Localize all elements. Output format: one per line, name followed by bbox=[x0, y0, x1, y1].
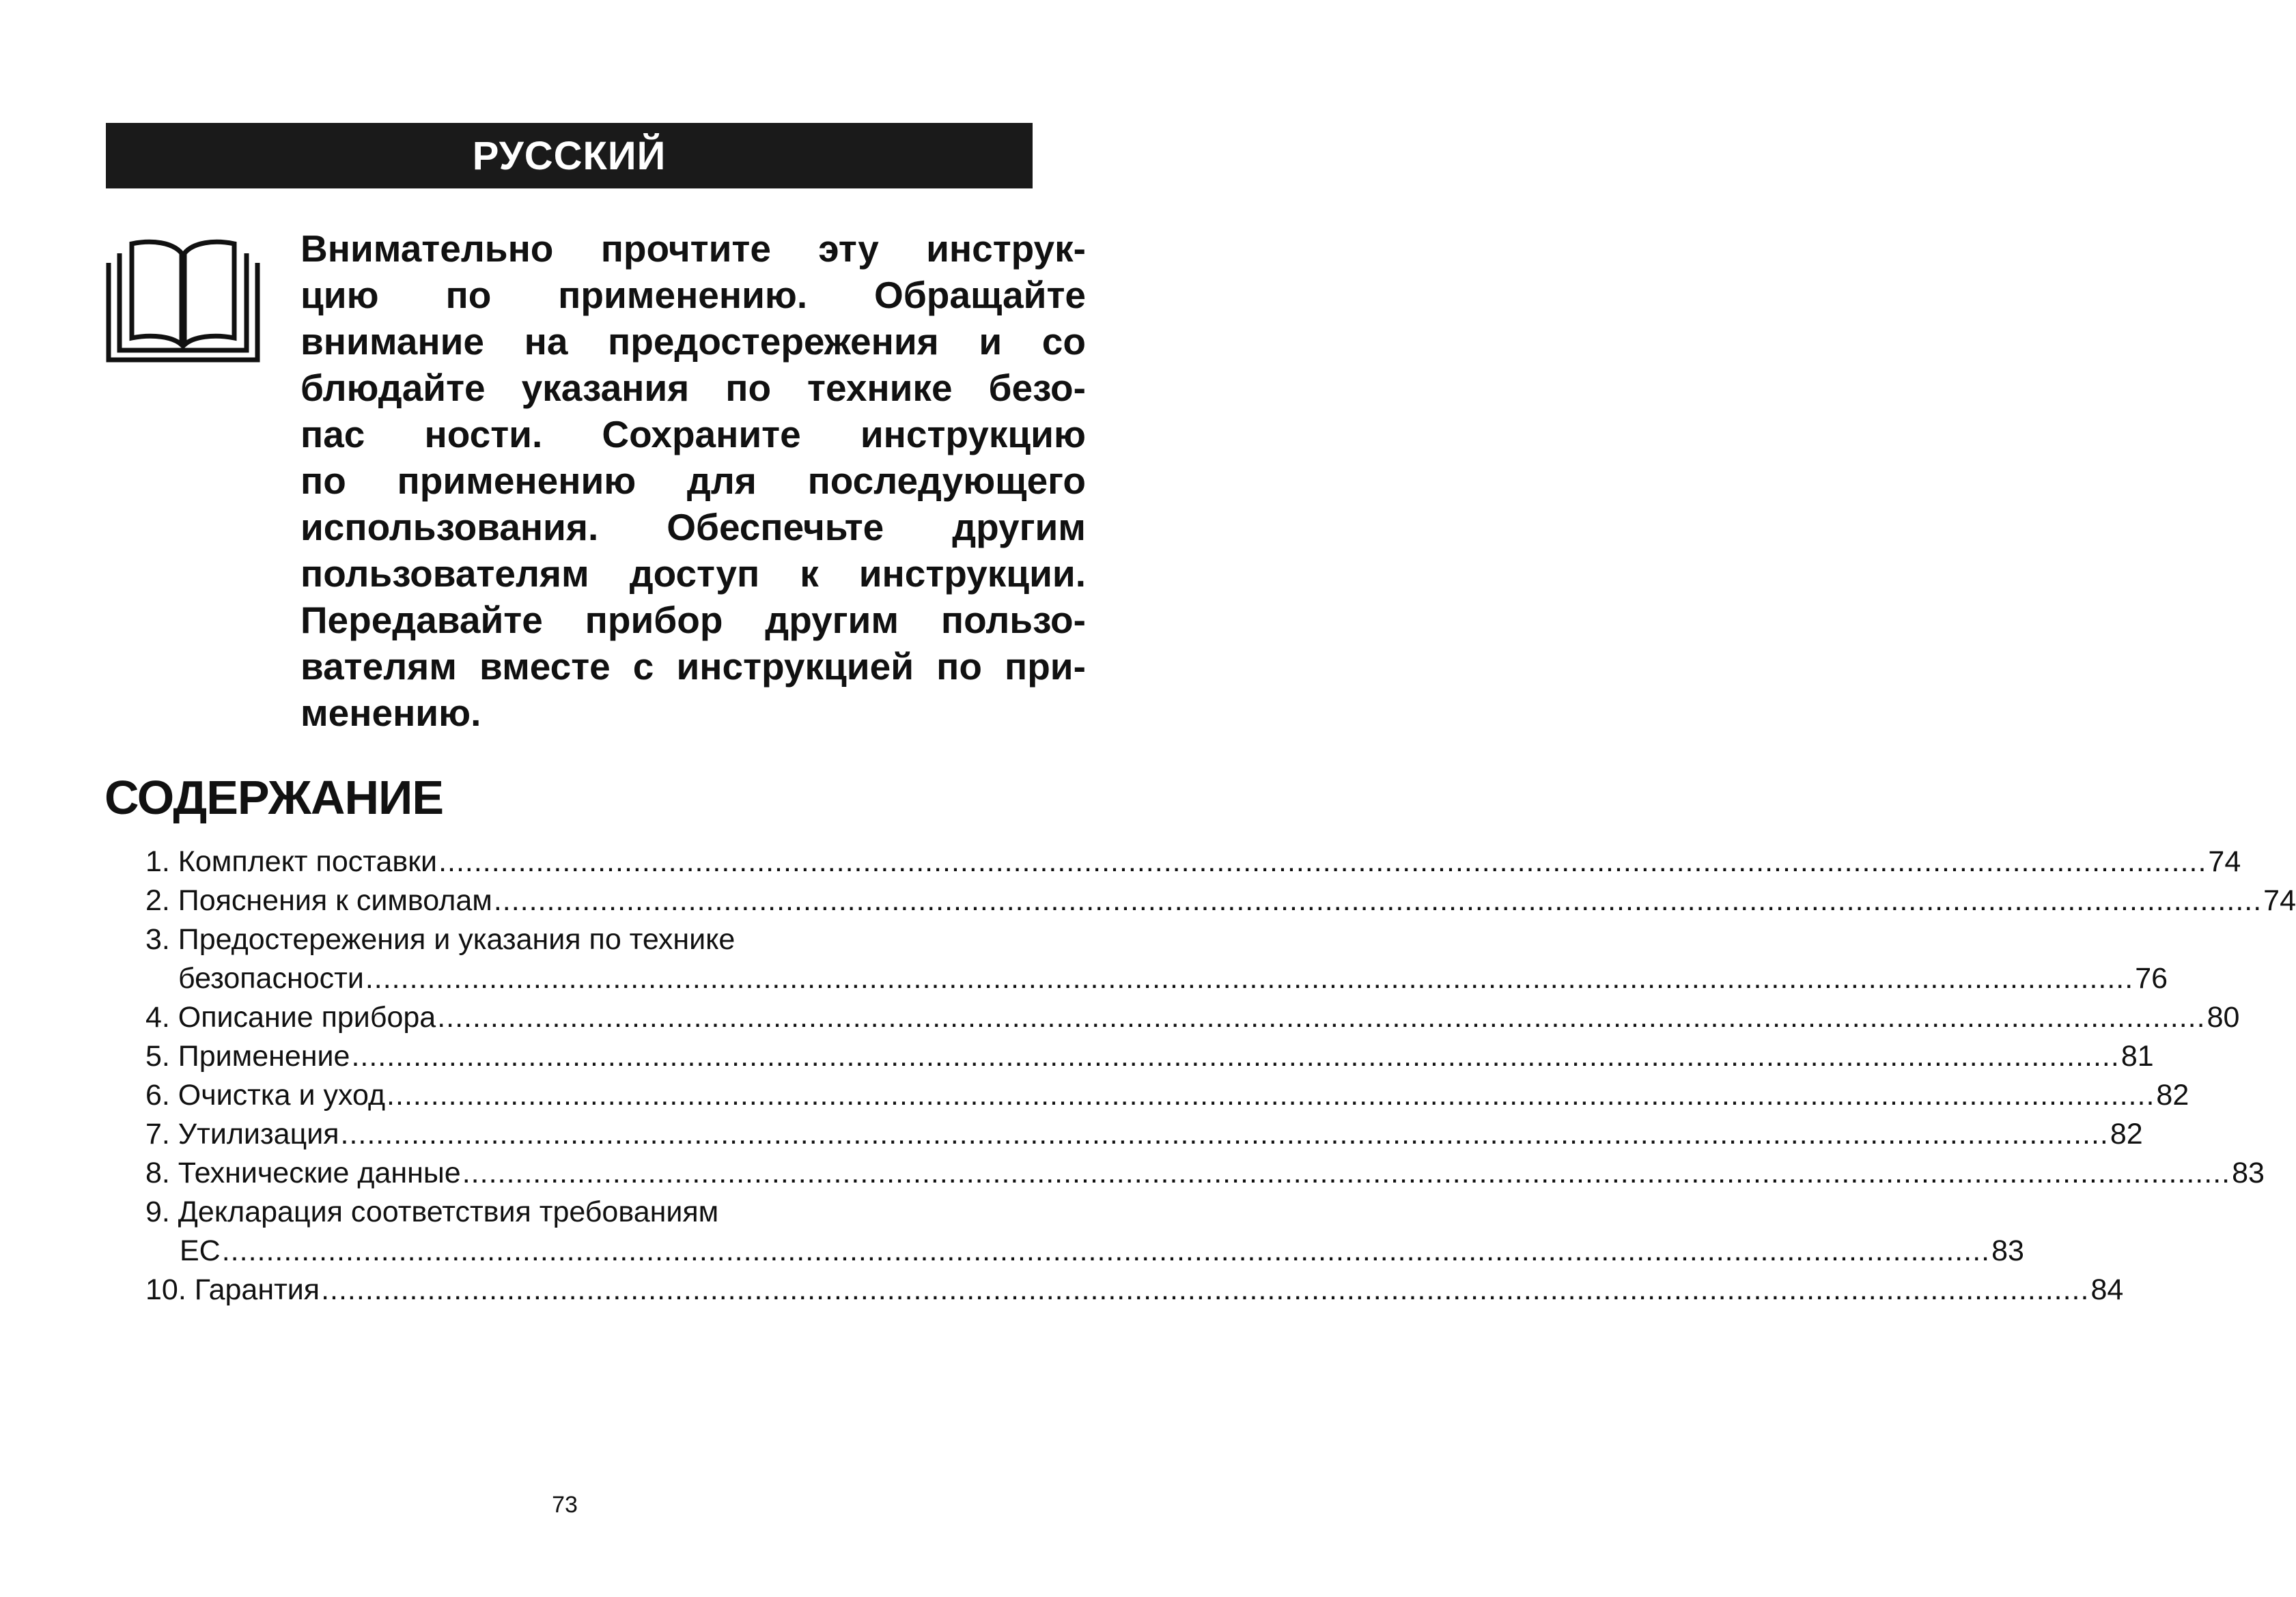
toc-leader-dots: ........................................................................................................................................................................................................ bbox=[493, 884, 2263, 917]
intro-word: по bbox=[725, 367, 772, 409]
intro-word: Сохраните bbox=[602, 413, 801, 455]
intro-word: вместе bbox=[479, 645, 611, 688]
intro-word: и bbox=[979, 320, 1003, 363]
language-banner bbox=[106, 123, 1033, 188]
toc-entry-label: 2. Пояснения к символам bbox=[145, 884, 492, 917]
intro-word: для bbox=[686, 460, 757, 502]
intro-word: прибор bbox=[585, 599, 723, 641]
toc-entry-label: 3. Предостережения и указания по технике bbox=[145, 923, 736, 956]
intro-word: технике bbox=[807, 367, 953, 409]
open-book-icon bbox=[104, 236, 262, 365]
intro-line bbox=[300, 643, 1086, 690]
toc-leader-dots: ........................................................................................................................................................................................................ bbox=[221, 1234, 1991, 1267]
intro-line bbox=[300, 597, 1086, 643]
intro-word: ности. bbox=[424, 413, 543, 455]
intro-word: использования. bbox=[300, 506, 599, 548]
toc-entry-label: 1. Комплект поставки bbox=[145, 845, 438, 878]
toc-leader-dots: ........................................................................................................................................................................................................ bbox=[462, 1157, 2231, 1189]
toc-entry-label: 8. Технические данные bbox=[145, 1157, 461, 1189]
intro-word: со bbox=[1041, 320, 1086, 363]
intro-word: применению. bbox=[558, 274, 808, 316]
toc-entry-page: 81 bbox=[2120, 1040, 2154, 1073]
toc-leader-dots: ........................................................................................................................................................................................................ bbox=[438, 845, 2207, 878]
toc-entry-page: 83 bbox=[1991, 1234, 2024, 1267]
page-number: 73 bbox=[552, 1492, 578, 1518]
intro-word: прочтите bbox=[600, 227, 771, 270]
toc-leader-dots: ........................................................................................................................................................................................................ bbox=[321, 1273, 2090, 1306]
toc-entry-page: 84 bbox=[2090, 1273, 2124, 1306]
intro-word: внимание bbox=[300, 320, 485, 363]
toc-leader-dots: ........................................................................................................................................................................................................ bbox=[437, 1001, 2206, 1034]
toc-entry[interactable] bbox=[145, 957, 2168, 995]
toc-entry-page: 82 bbox=[2110, 1118, 2143, 1150]
intro-line bbox=[300, 225, 1086, 272]
intro-word: инструкцию bbox=[860, 413, 1086, 455]
intro-word: доступ bbox=[629, 552, 760, 595]
toc-entry[interactable] bbox=[145, 918, 753, 957]
toc-entry-label: 9. Декларация соответствия требованиям bbox=[145, 1196, 719, 1228]
intro-line bbox=[300, 272, 1086, 318]
intro-word: менению. bbox=[300, 692, 481, 734]
toc-entry-label: 5. Применение bbox=[145, 1040, 350, 1073]
intro-word: пользователям bbox=[300, 552, 589, 595]
intro-word: Обращайте bbox=[874, 274, 1086, 316]
toc-leader-dots: ........................................................................................................................................................................................................ bbox=[365, 962, 2134, 995]
toc-entry-label: 10. Гарантия bbox=[145, 1273, 320, 1306]
intro-word: Внимательно bbox=[300, 227, 554, 270]
intro-word: указания bbox=[521, 367, 690, 409]
toc-entry-label: ЕС bbox=[180, 1234, 221, 1267]
toc-entry[interactable] bbox=[145, 840, 2241, 879]
intro-word: последующего bbox=[807, 460, 1086, 502]
intro-word: вателям bbox=[300, 645, 457, 688]
intro-word: на bbox=[524, 320, 568, 363]
intro-word: пользо- bbox=[940, 599, 1086, 641]
toc-leader-dots: ........................................................................................................................................................................................................ bbox=[351, 1040, 2120, 1073]
intro-line bbox=[300, 690, 1086, 736]
toc-entry-label: 4. Описание прибора bbox=[145, 1001, 436, 1034]
toc-entry-page: 76 bbox=[2135, 962, 2168, 995]
intro-word: эту bbox=[818, 227, 879, 270]
toc-entry-page: 74 bbox=[2208, 845, 2241, 878]
toc-entry-label: 6. Очистка и уход bbox=[145, 1079, 386, 1112]
intro-word: безо- bbox=[988, 367, 1086, 409]
toc-entry-page: 80 bbox=[2207, 1001, 2240, 1034]
intro-word: предостережения bbox=[608, 320, 939, 363]
intro-line bbox=[300, 365, 1086, 411]
language-title: РУССКИЙ bbox=[472, 133, 667, 178]
intro-line bbox=[300, 411, 1086, 457]
intro-word: блюдайте bbox=[300, 367, 486, 409]
toc-entry[interactable] bbox=[145, 1151, 2265, 1190]
intro-paragraph bbox=[300, 225, 1086, 736]
toc-entry-label: 7. Утилизация bbox=[145, 1118, 339, 1150]
intro-word: по bbox=[936, 645, 982, 688]
intro-word: по bbox=[300, 460, 346, 502]
intro-word: инструкции. bbox=[858, 552, 1086, 595]
table-of-contents bbox=[145, 840, 2296, 1307]
intro-word: другим bbox=[952, 506, 1086, 548]
intro-word: пас bbox=[300, 413, 365, 455]
toc-leader-dots: ........................................................................................................................................................................................................ bbox=[387, 1079, 2155, 1112]
intro-line bbox=[300, 457, 1086, 504]
intro-word: с bbox=[632, 645, 654, 688]
toc-entry[interactable] bbox=[145, 879, 2296, 918]
intro-word: Передавайте bbox=[300, 599, 543, 641]
toc-entry-page: 74 bbox=[2263, 884, 2296, 917]
contents-heading: СОДЕРЖАНИЕ bbox=[104, 771, 444, 824]
intro-word: инструкцией bbox=[676, 645, 914, 688]
intro-word: к bbox=[800, 552, 819, 595]
toc-entry[interactable] bbox=[145, 1073, 2189, 1112]
intro-line bbox=[300, 318, 1086, 365]
toc-entry-page: 83 bbox=[2232, 1157, 2265, 1189]
toc-entry[interactable] bbox=[145, 1034, 2154, 1073]
intro-word: цию bbox=[300, 274, 379, 316]
intro-word: по bbox=[445, 274, 492, 316]
intro-line bbox=[300, 504, 1086, 550]
intro-word: Обеспечьте bbox=[667, 506, 884, 548]
toc-entry[interactable] bbox=[145, 1112, 2143, 1151]
intro-word: применению bbox=[397, 460, 636, 502]
toc-entry[interactable] bbox=[145, 1190, 753, 1229]
toc-entry[interactable] bbox=[145, 1268, 2124, 1307]
toc-leader-dots: ........................................................................................................................................................................................................ bbox=[340, 1118, 2109, 1150]
toc-entry-page: 82 bbox=[2156, 1079, 2189, 1112]
toc-entry-label: безопасности bbox=[178, 962, 364, 995]
intro-word: при- bbox=[1004, 645, 1086, 688]
toc-entry[interactable] bbox=[145, 1229, 2024, 1268]
intro-line bbox=[300, 550, 1086, 597]
intro-word: инструк- bbox=[926, 227, 1086, 270]
toc-entry[interactable] bbox=[145, 995, 2240, 1034]
intro-word: другим bbox=[765, 599, 899, 641]
